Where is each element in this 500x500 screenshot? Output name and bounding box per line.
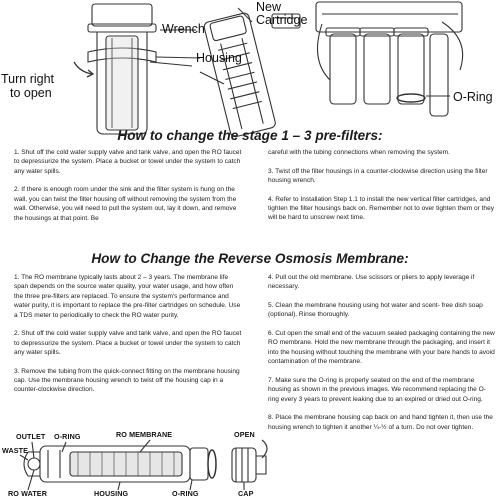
label-o-ring-top: O-RING bbox=[54, 432, 81, 441]
label-ro-membrane: RO MEMBRANE bbox=[116, 430, 173, 439]
label-o-ring: O-Ring bbox=[453, 90, 493, 104]
section2-step-3: 3. Remove the tubing from the quick-connect fitting on the membrane housing cap. Use the membrane housing wrench to twist off the housing cap in a counter-clockwise direction. bbox=[14, 367, 240, 394]
label-new-cartridge-line1: New bbox=[256, 0, 282, 14]
label-wrench: Wrench bbox=[162, 22, 205, 36]
section1-step-2: 2. If there is enough room under the sink and the filter system is hung on the wall, you can twist the filter housing off without removing the system from the wall. Otherwise, you will need to pull the system out, lay it down, and remove the housings at that point. Be bbox=[14, 186, 237, 222]
label-open: OPEN bbox=[234, 430, 255, 439]
section1-step-1: 1. Shut off the cold water supply valve and tank valve, and open the RO faucet to depressurize the system. Place a bucket or towel under the system to catch any water spills. bbox=[14, 149, 242, 175]
section1-title: How to change the stage 1 – 3 pre-filters: bbox=[117, 128, 383, 143]
label-cap: CAP bbox=[238, 489, 254, 498]
label-new-cartridge-line2: Cartridge bbox=[256, 13, 308, 27]
section2-step-8: 8. Place the membrane housing cap back on and hand tighten it, then use the housing wrench to tighten it another ¼-½ of a turn. Do not over tighten. bbox=[268, 414, 493, 431]
label-turn-right-line1: Turn right bbox=[1, 72, 55, 86]
section2-step-7: 7. Make sure the O-ring is properly seated on the end of the membrane housing as shown in the previous images. We recommend replacing the O-ring every 3 years to prevent leaking due to an expired or dried out O-ring. bbox=[268, 376, 486, 403]
label-housing-bottom: HOUSING bbox=[94, 489, 129, 498]
label-waste: WASTE bbox=[2, 446, 29, 455]
section2-title: How to Change the Reverse Osmosis Membrane: bbox=[91, 251, 409, 266]
label-turn-right-line2: to open bbox=[10, 86, 52, 100]
section2-step-1: 1. The RO membrane typically lasts about 2 – 3 years. The membrane life span depends on the source water quality, your water usage, and how often the three pre-filters are replaced. To ensure the system's performance and water purity, it is important to replace the pre-filter cartridges on schedule. Use a TDS meter to periodically to check the RO water purity. bbox=[14, 274, 241, 319]
section2-step-5: 5. Clean the membrane housing using hot water and scent- free dish soap (optional). Rinse thoroughly. bbox=[268, 302, 483, 319]
label-o-ring-bottom: O-RING bbox=[172, 489, 199, 498]
label-housing: Housing bbox=[196, 51, 242, 65]
section2-step-2: 2. Shut off the cold water supply valve and tank valve, and open the RO faucet to depressurize the system. Place a bucket or towel under the system to catch any water spills. bbox=[14, 330, 242, 357]
section1-step-4: 4. Refer to Installation Step 1.1 to install the new vertical filter cartridges, and tighten the filter housings back on. Remember not to over tighten them or they will be hard to unscrew next time. bbox=[268, 195, 494, 222]
section2-step-6: 6. Cut open the small end of the vacuum sealed packaging containing the new RO membrane. Hold the new membrane through the packaging, and insert it into the housing without touching the membrane with your bare hands to avoid contamination of the membrane. bbox=[268, 330, 495, 366]
section1-step-3: 3. Twist off the filter housings in a counter-clockwise direction using the filter housing wrench. bbox=[268, 167, 488, 184]
label-outlet: OUTLET bbox=[16, 432, 46, 441]
label-ro-water: RO WATER bbox=[8, 489, 47, 498]
section1-step-2-cont: careful with the tubing connections when removing the system. bbox=[268, 149, 450, 156]
section2-step-4: 4. Pull out the old membrane. Use scissors or pliers to apply leverage if necessary. bbox=[268, 274, 475, 291]
